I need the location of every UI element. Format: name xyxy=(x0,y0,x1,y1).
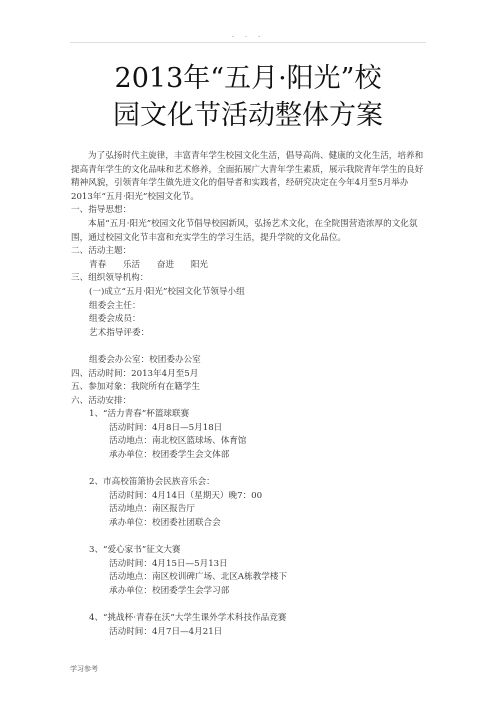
event-time: 活动时间：4月8日—5月18日 xyxy=(109,422,223,433)
section-3-sub: (一)成立“五月·阳光”校园文化节领导小组 xyxy=(89,286,245,297)
event-time: 活动时间：4月14日（星期天）晚7：00 xyxy=(109,490,263,501)
event-title: 1、“活力青春”杯篮球联赛 xyxy=(89,409,190,420)
theme-word: 奋进 xyxy=(156,259,175,270)
event-place: 活动地点：南区校训碑广场、北区A栋教学楼下 xyxy=(109,572,288,583)
title-line-1: 2013年“五月·阳光”校 xyxy=(114,63,382,94)
footer-note: 学习参考 xyxy=(70,665,98,673)
event-title: 3、“爱心家书”征文大赛 xyxy=(89,545,181,556)
section-1-body: 本届“五月·阳光”校园文化节倡导校园新风，弘扬艺术文化，在全院围营造浓厚的文化氛围，通过校园文化节丰富和充实学生的学习生活，提升学院的文化品位。 xyxy=(71,218,418,243)
spacer xyxy=(71,531,429,545)
event-place: 活动地点：南北校区篮球场、体育馆 xyxy=(109,436,247,447)
theme-word: 青春 xyxy=(89,259,107,270)
section-3-heading: 三、组织领导机构： xyxy=(71,273,149,284)
section-2-heading: 二、活动主题： xyxy=(71,246,132,257)
theme-words xyxy=(71,259,429,273)
section-6-heading: 六、活动安排： xyxy=(71,395,132,406)
section-1-heading: 一、指导思想： xyxy=(71,205,132,216)
section-5: 五、参加对象：我院所有在籍学生 xyxy=(71,382,200,393)
event-host: 承办单位：校团委学生会学习部 xyxy=(109,586,230,596)
theme-word: 乐活 xyxy=(122,259,141,270)
spacer xyxy=(71,463,429,477)
intro-paragraph: 为了弘扬时代主旋律，丰富青年学生校园文化生活，倡导高尚、健康的文化生活，培养和提高青年学生的文化品味和艺术修养，全面拓展广大青年学生素质，展示我院青年学生的良好精神风貌，引领青年学生做先进文化的倡导者和实践者，经研究决定在今年4月至5月举办2013年“五月·阳光”校园文化节。 xyxy=(71,151,424,202)
event-time: 活动时间：4月7日—4月21日 xyxy=(109,626,223,637)
header-dots: . . . xyxy=(231,30,265,39)
event-place: 活动地点：南区报告厅 xyxy=(109,504,195,515)
header-rule xyxy=(70,42,426,43)
event-title: 2、市高校笛箫协会民族音乐会： xyxy=(89,477,215,488)
section-4: 四、活动时间：2013年4月至5月 xyxy=(71,368,199,379)
committee-office: 组委会办公室：校团委办公室 xyxy=(89,354,201,365)
event-title: 4、“挑战杯·青春在沃”大学生课外学术科技作品竞赛 xyxy=(89,613,287,624)
event-host: 承办单位：校团委社团联合会 xyxy=(109,518,221,529)
committee-members: 组委会成员： xyxy=(89,314,141,325)
document-body xyxy=(71,150,429,639)
title-line-2: 园文化节活动整体方案 xyxy=(113,100,383,131)
art-judges: 艺术指导评委： xyxy=(89,327,150,338)
committee-chair: 组委会主任： xyxy=(89,300,141,311)
theme-word: 阳光 xyxy=(190,259,209,270)
event-time: 活动时间：4月15日—5月13日 xyxy=(109,558,228,569)
spacer xyxy=(71,599,429,613)
document-title xyxy=(60,60,436,134)
event-host: 承办单位：校团委学生会文体部 xyxy=(109,450,230,461)
spacer xyxy=(71,340,429,354)
